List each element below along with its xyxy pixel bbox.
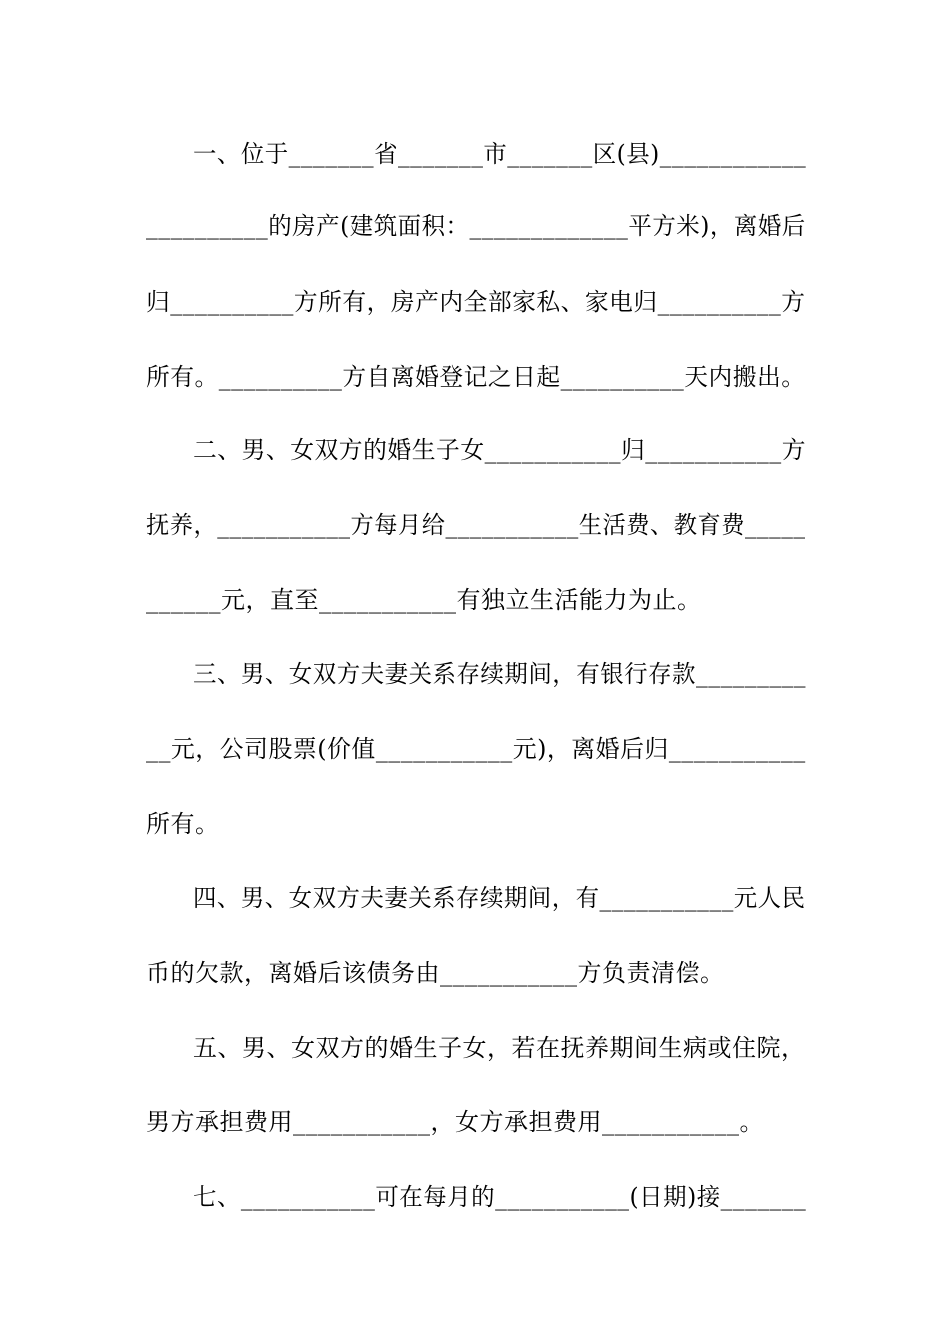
text-line: 三、男、女双方夫妻关系存续期间，有银行存款_________ [193,660,806,688]
text-line: __元，公司股票(价值___________元)，离婚后归___________ [146,735,806,763]
text-line: 二、男、女双方的婚生子女___________归___________方 [193,436,806,464]
text-line: 四、男、女双方夫妻关系存续期间，有___________元人民 [193,884,806,912]
text-line: 所有。 [146,810,220,838]
text-line: 男方承担费用___________，女方承担费用___________。 [146,1108,764,1136]
text-line: 五、男、女双方的婚生子女，若在抚养期间生病或住院， [193,1034,806,1062]
text-line: 七、___________可在每月的___________(日期)接_______ [193,1183,807,1211]
text-line: 抚养，___________方每月给___________生活费、教育费_____ [146,511,806,539]
text-line: 归__________方所有，房产内全部家私、家电归__________方 [146,288,806,316]
text-line: 一、位于_______省_______市_______区(县)____________ [193,140,807,168]
text-line: ______元，直至___________有独立生活能力为止。 [146,586,702,614]
text-line: 币的欠款，离婚后该债务由___________方负责清偿。 [146,959,725,987]
text-line: __________的房产(建筑面积：_____________平方米)，离婚后 [146,212,806,240]
text-line: 所有。__________方自离婚登记之日起__________天内搬出。 [146,363,806,391]
